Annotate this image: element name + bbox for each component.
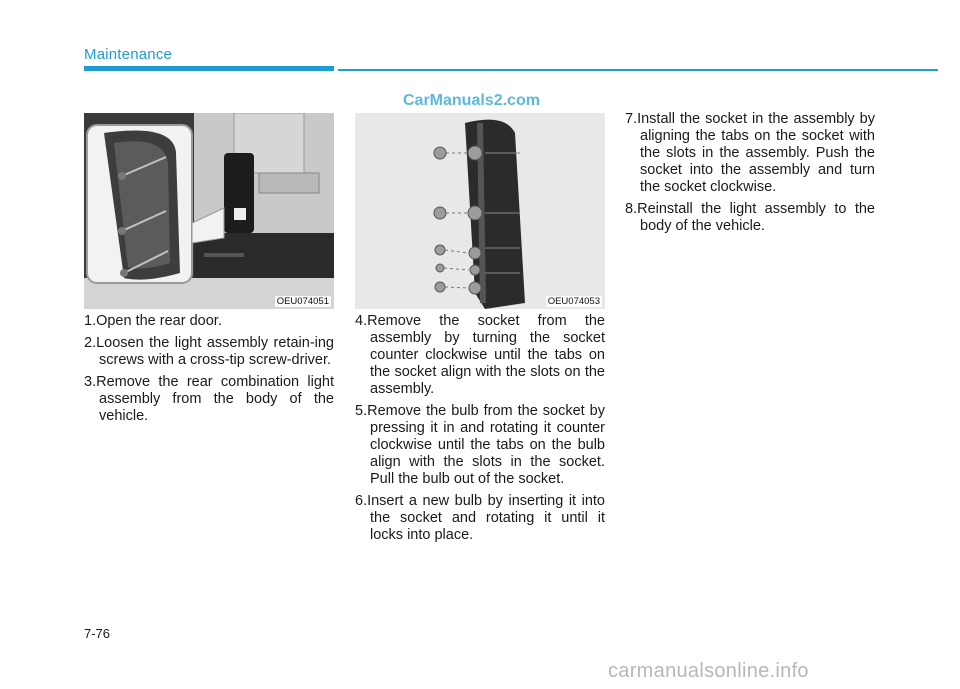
figure-socket-removal [355,113,605,309]
instruction-step: 3.Remove the rear combination light assembly from the body of the vehicle. [84,374,334,424]
instruction-step: 1.Open the rear door. [84,313,222,329]
van-rear-illustration [84,113,334,309]
instruction-step: 4.Remove the socket from the assembly by turning the socket counter clockwise until the tabs on the socket align with the slots on the assembly. [355,313,605,397]
instructions-column-left [84,313,334,430]
page-number: 7-76 [84,626,111,641]
figure-caption: OEU074053 [547,296,600,307]
instruction-step: 5.Remove the bulb from the socket by pressing it in and rotating it counter clockwise until the tabs on the bulb align with the slots in the socket. Pull the bulb out of the socket. [355,403,605,487]
header-rule-bold [84,66,334,71]
instructions-column-right [625,111,875,240]
figure-rear-light-removal [84,113,334,309]
section-title: Maintenance [84,46,173,63]
light-assembly-illustration [355,113,605,309]
instruction-step: 6.Insert a new bulb by inserting it into the socket and rotating it until it locks into place. [355,493,605,543]
watermark-top: CarManuals2.com [403,92,540,109]
watermark-bottom: carmanualsonline.info [608,660,809,682]
instruction-step: 2.Loosen the light assembly retain-ing screws with a cross-tip screw-driver. [84,335,334,368]
instruction-step: 8.Reinstall the light assembly to the body of the vehicle. [625,201,875,234]
instruction-step: 7.Install the socket in the assembly by aligning the tabs on the socket with the slots in the assembly. Push the socket into the assembly and turn the socket clockwise. [625,111,875,195]
header-rule-thin [338,69,938,71]
instructions-column-middle [355,313,605,549]
figure-caption: OEU074051 [276,296,329,307]
